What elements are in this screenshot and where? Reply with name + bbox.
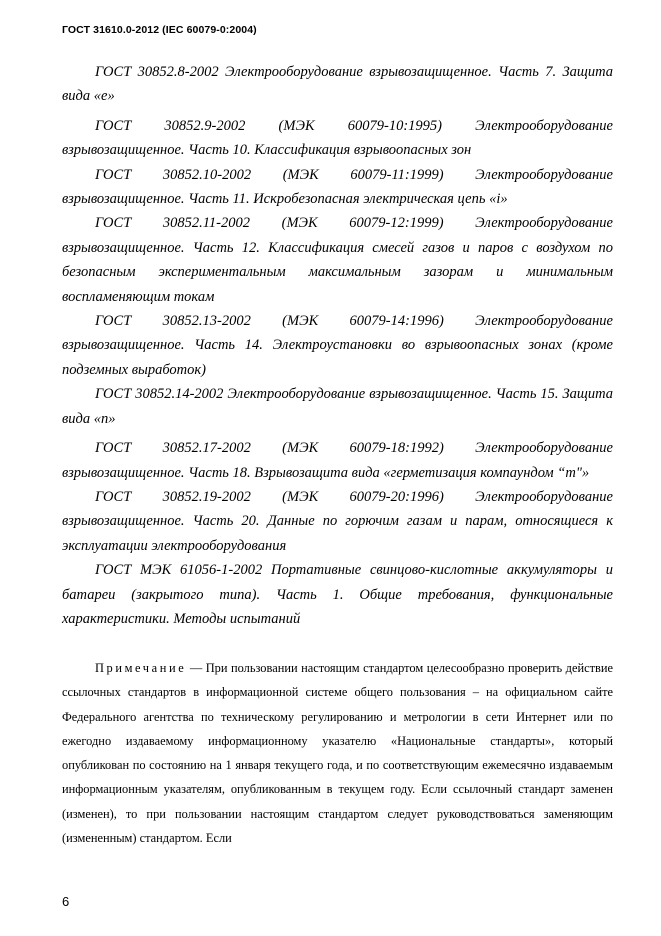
document-header: ГОСТ 31610.0-2012 (IEC 60079-0:2004): [62, 24, 257, 36]
references-list: [62, 60, 613, 631]
reference-item: ГОСТ 30852.14-2002 Электрооборудование взрывозащищенное. Часть 15. Защита вида «n»: [62, 386, 613, 427]
reference-item: ГОСТ 30852.19-2002 (МЭК 60079-20:1996) Электрооборудование взрывозащищенное. Часть 20. Данные по горючим газам и парам, относящиеся к эксплуатации электрооборудования: [62, 488, 613, 554]
reference-item: ГОСТ 30852.11-2002 (МЭК 60079-12:1999) Электрооборудование взрывозащищенное. Часть 12. Классификация смесей газов и паров с воздухом по безопасным экспериментальным максимальным зазорам и минимальным воспламеняющим токам: [62, 215, 613, 305]
note-label: Примечание: [95, 661, 187, 675]
reference-item: ГОСТ 30852.13-2002 (МЭК 60079-14:1996) Электрооборудование взрывозащищенное. Часть 14. Электроустановки во взрывоопасных зонах (кроме подземных выработок): [62, 313, 613, 378]
reference-item: ГОСТ МЭК 61056-1-2002 Портативные свинцово-кислотные аккумуляторы и батареи (закрытого типа). Часть 1. Общие требования, функциональные характеристики. Методы испытаний: [62, 562, 613, 627]
note-text: — При пользовании настоящим стандартом целесообразно проверить действие ссылочных стандартов в информационной системе общего пользования – на официальном сайте Федерального агентства по техническому регулированию и метрологии в сети Интернет или по ежегодно издаваемому информационному указателю «Национальные стандарты», который опубликован по состоянию на 1 января текущего года, и по соответствующим ежемесячно издаваемым информационным указателям, опубликованным в текущем году. Если ссылочный стандарт заменен (изменен), то при пользовании настоящим стандартом следует руководствоваться заменяющим (измененным) стандартом. Если: [62, 661, 613, 846]
page-number: 6: [62, 894, 70, 909]
reference-item: ГОСТ 30852.17-2002 (МЭК 60079-18:1992) Электрооборудование взрывозащищенное. Часть 18. Взрывозащита вида «герметизация компаундом “m"»: [62, 440, 613, 481]
note-paragraph: [62, 656, 613, 850]
reference-item: ГОСТ 30852.9-2002 (МЭК 60079-10:1995) Электрооборудование взрывозащищенное. Часть 10. Классификация взрывоопасных зон: [62, 117, 613, 159]
reference-item: ГОСТ 30852.8-2002 Электрооборудование взрывозащищенное. Часть 7. Защита вида «е»: [62, 64, 613, 105]
reference-item: ГОСТ 30852.10-2002 (МЭК 60079-11:1999) Электрооборудование взрывозащищенное. Часть 11. Искробезопасная электрическая цепь «i»: [62, 166, 613, 208]
